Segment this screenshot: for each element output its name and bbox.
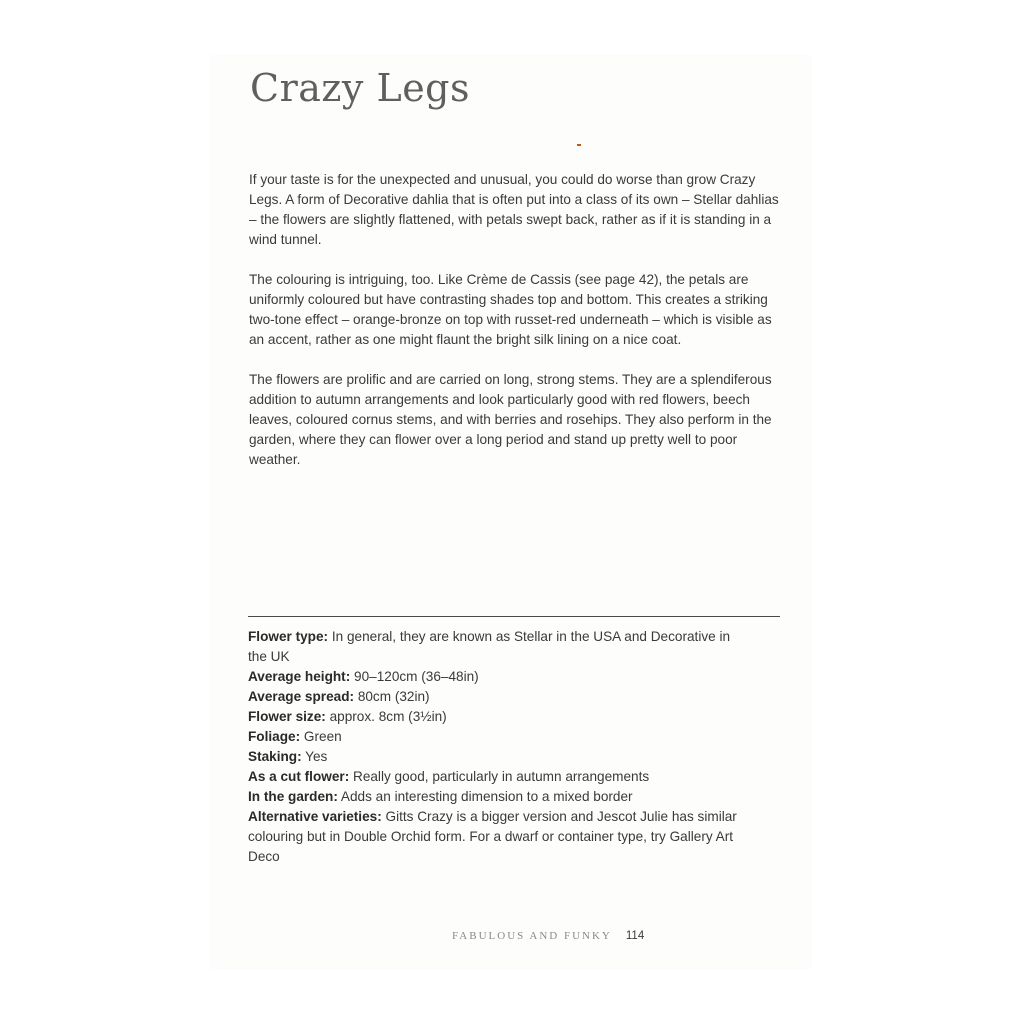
fact-label: Flower type: bbox=[248, 629, 329, 644]
fact-item bbox=[248, 667, 748, 687]
fact-value: Yes bbox=[305, 749, 328, 764]
page-number: 114 bbox=[625, 930, 645, 942]
fact-value: approx. 8cm (3½in) bbox=[329, 709, 447, 724]
fact-label: In the garden: bbox=[248, 789, 338, 804]
fact-item bbox=[248, 767, 748, 787]
fact-label: Average spread: bbox=[248, 689, 355, 704]
section-name: FABULOUS AND FUNKY bbox=[452, 930, 612, 942]
fact-value: Green bbox=[303, 729, 342, 744]
accent-mark bbox=[577, 144, 581, 146]
paragraph: The flowers are prolific and are carried on long, strong stems. They are a splendiferous addition to autumn arrangements and look particularly good with red flowers, beech leaves, coloured cornus stems, and with berries and rosehips. They also perform in the garden, where they can flower over a long period and stand up pretty well to poor weather. bbox=[249, 372, 772, 467]
fact-item bbox=[248, 787, 748, 807]
fact-label: As a cut flower: bbox=[248, 769, 350, 784]
fact-value: Gitts Crazy is a bigger version and Jescot Julie has similar colouring but in Double Orchid form. For a dwarf or container type, try Gallery Art Deco bbox=[248, 809, 737, 864]
fact-value: Really good, particularly in autumn arrangements bbox=[353, 769, 650, 784]
fact-item bbox=[248, 687, 748, 707]
fact-value: In general, they are known as Stellar in the USA and Decorative in the UK bbox=[248, 629, 731, 664]
fact-item bbox=[248, 747, 748, 767]
page-title: Crazy Legs bbox=[250, 66, 471, 110]
paragraph: The colouring is intriguing, too. Like Crème de Cassis (see page 42), the petals are uniformly coloured but have contrasting shades top and bottom. This creates a striking two-tone effect – orange-bronze on top with russet-red underneath – which is visible as an accent, rather as one might flaunt the bright silk lining on a nice coat. bbox=[249, 272, 772, 347]
page-footer bbox=[452, 930, 644, 942]
section-divider bbox=[248, 616, 780, 617]
fact-label: Flower size: bbox=[248, 709, 326, 724]
body-text bbox=[249, 170, 789, 490]
fact-item bbox=[248, 627, 748, 667]
paragraph: If your taste is for the unexpected and unusual, you could do worse than grow Crazy Legs. A form of Decorative dahlia that is often put into a class of its own – Stellar dahlias – the flowers are slightly flattened, with petals swept back, rather as if it is standing in a wind tunnel. bbox=[249, 172, 779, 247]
fact-value: 80cm (32in) bbox=[357, 689, 430, 704]
fact-label: Staking: bbox=[248, 749, 302, 764]
fact-label: Foliage: bbox=[248, 729, 301, 744]
fact-item bbox=[248, 707, 748, 727]
fact-item bbox=[248, 727, 748, 747]
fact-value: Adds an interesting dimension to a mixed border bbox=[340, 789, 633, 804]
fact-value: 90–120cm (36–48in) bbox=[354, 669, 479, 684]
facts-list bbox=[248, 627, 748, 867]
fact-item bbox=[248, 807, 748, 867]
fact-label: Average height: bbox=[248, 669, 351, 684]
fact-label: Alternative varieties: bbox=[248, 809, 382, 824]
